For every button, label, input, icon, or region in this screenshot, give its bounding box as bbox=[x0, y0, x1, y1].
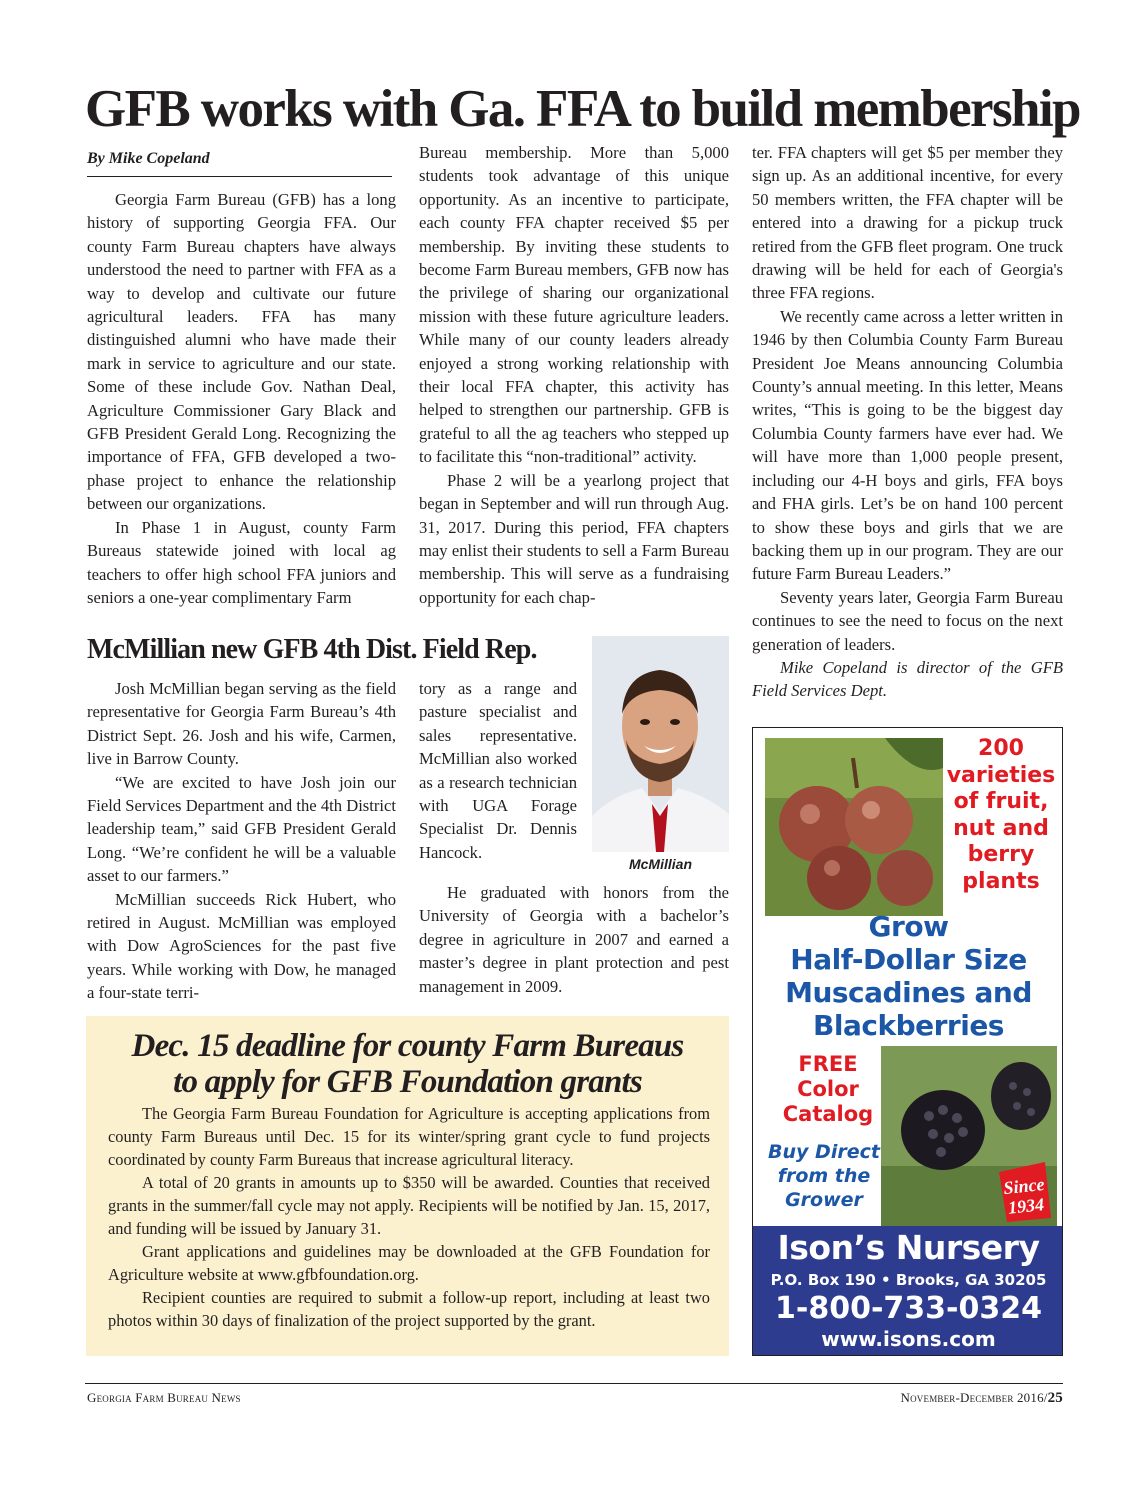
grants-title bbox=[86, 1028, 729, 1100]
paragraph: McMillian succeeds Rick Hubert, who retired in August. McMillian was employed with Dow AgroSciences for the past five years. While working with Dow, he managed a four-state terri- bbox=[87, 889, 396, 1003]
footer-issue: November-December 2016/ bbox=[900, 1390, 1048, 1405]
grants-title-line-1: Dec. 15 deadline for county Farm Bureaus bbox=[131, 1028, 684, 1064]
article-column-2 bbox=[419, 141, 729, 609]
nursery-website: www.isons.com bbox=[821, 1327, 996, 1351]
ad-line: Catalog bbox=[782, 1102, 874, 1126]
nursery-name: Ison’s Nursery bbox=[777, 1228, 1040, 1267]
ad-line: 1934 bbox=[1007, 1194, 1045, 1218]
muscadine-photo bbox=[765, 738, 943, 916]
photo-caption: McMillian bbox=[628, 856, 692, 872]
varieties-text bbox=[941, 736, 1061, 895]
ad-line: varieties bbox=[946, 762, 1056, 788]
ad-line: nut and bbox=[953, 815, 1049, 841]
paragraph: “We are excited to have Josh join our Field Services Department and the 4th District leadership team,” said GFB President Gerald Long. “We’re confident he will be a valuable asset to our farmers.” bbox=[87, 772, 396, 886]
ad-line: of fruit, bbox=[953, 789, 1049, 814]
portrait-photo bbox=[592, 636, 729, 852]
rep-column-2a bbox=[419, 677, 577, 864]
paragraph: Grant applications and guidelines may be downloaded at the GFB Foundation for Agriculture website at www.gfbfoundation.org. bbox=[108, 1242, 710, 1284]
paragraph: Bureau membership. More than 5,000 students took advantage of this unique opportunity. As an incentive to participate, each county FFA chapter received $5 per membership. By inviting these students to become Farm Bureau members, GFB now has the privilege of sharing our organizational mission with these future agriculture leaders. While many of our county leaders already enjoyed a strong working relationship with their local FFA chapter, this activity has helped to strengthen our partnership. GFB is grateful to all the ag teachers who stepped up to facilitate this “non-traditional” activity. bbox=[419, 143, 729, 467]
nursery-ad bbox=[752, 727, 1063, 1356]
paragraph: We recently came across a letter written in 1946 by then Columbia County Farm Bureau President Joe Means announcing Columbia County’s annual meeting. In this letter, Means writes, “This is going to be the biggest day Columbia County farmers have ever had. We will have more than 1,000 people present, including our 4-H boys and girls, FFA boys and FHA girls. Let’s be on hand 100 percent to show these boys and girls that we are backing them up in our program. They are our future Farm Bureau Leaders.” bbox=[752, 306, 1063, 584]
direct-text bbox=[759, 1140, 889, 1212]
ad-line: Muscadines and bbox=[785, 976, 1032, 1009]
ad-line: Grow bbox=[868, 910, 949, 943]
since-badge bbox=[991, 1173, 1059, 1219]
paragraph: Seventy years later, Georgia Farm Bureau continues to see the need to focus on the next generation of leaders. bbox=[752, 587, 1063, 654]
ad-line: Grower bbox=[785, 1189, 863, 1211]
rep-headline: McMillian new GFB 4th Dist. Field Rep. bbox=[87, 634, 537, 665]
nursery-address: P.O. Box 190 • Brooks, GA 30205 bbox=[770, 1271, 1047, 1289]
grants-text bbox=[108, 1102, 710, 1332]
nursery-phone: 1-800-733-0324 bbox=[775, 1291, 1042, 1326]
ad-line: FREE bbox=[798, 1052, 858, 1076]
paragraph: The Georgia Farm Bureau Foundation for Agriculture is accepting applications from county Farm Bureaus until Dec. 15 for its winter/spring grant cycle to fund projects coordinated by county Farm Bureaus that increase agricultural literacy. bbox=[108, 1104, 710, 1169]
article-headline: GFB works with Ga. FFA to build membership bbox=[85, 80, 1080, 138]
footer-date bbox=[901, 1390, 1063, 1407]
rep-column-2b bbox=[419, 881, 729, 998]
paragraph: In Phase 1 in August, county Farm Bureaus statewide joined with local ag teachers to offer high school FFA juniors and seniors a one-year complimentary Farm bbox=[87, 517, 396, 607]
ad-line: Color bbox=[797, 1077, 859, 1101]
paragraph: Josh McMillian began serving as the field representative for Georgia Farm Bureau’s 4th District Sept. 26. Josh and his wife, Carmen, live in Barrow County. bbox=[87, 679, 396, 769]
paragraph: Georgia Farm Bureau (GFB) has a long history of supporting Georgia FFA. Our county Farm Bureau chapters have always understood the need to partner with FFA as a way to develop and cultivate our future agricultural leaders. FFA has many distinguished alumni who have made their mark in service to agriculture and our state. Some of these include Gov. Nathan Deal, Agriculture Commissioner Gary Black and GFB President Gerald Long. Recognizing the importance of FFA, GFB developed a two-phase project to enhance the relationship between our organizations. bbox=[87, 190, 396, 514]
paragraph: Recipient counties are required to submit a follow-up report, including at least two photos within 30 days of finalization of the project supported by the grant. bbox=[108, 1288, 710, 1330]
paragraph: A total of 20 grants in amounts up to $350 will be awarded. Counties that received grants in the summer/fall cycle may not apply. Recipients will be notified by Jan. 15, 2017, and funding will be issued by January 31. bbox=[108, 1173, 710, 1238]
page-number: 25 bbox=[1047, 1390, 1063, 1406]
footer-publication: Georgia Farm Bureau News bbox=[87, 1390, 241, 1405]
catalog-text bbox=[773, 1052, 883, 1127]
paragraph: tory as a range and pasture specialist and sales representative. McMillian also worked as a research technician with UGA Forage Specialist Dr. Dennis Hancock. bbox=[419, 679, 577, 862]
byline: By Mike Copeland bbox=[87, 150, 210, 167]
paragraph: He graduated with honors from the University of Georgia with a bachelor’s degree in agriculture in 2007 and earned a master’s degree in plant protection and pest management in 2009. bbox=[419, 883, 729, 996]
grants-title-line-2: to apply for GFB Foundation grants bbox=[173, 1064, 642, 1100]
article-column-1 bbox=[87, 188, 396, 609]
footer-rule bbox=[85, 1383, 1063, 1384]
author-note: Mike Copeland is director of the GFB Field Services Dept. bbox=[752, 657, 1063, 701]
ad-line: Blackberries bbox=[813, 1009, 1004, 1042]
paragraph: ter. FFA chapters will get $5 per member they sign up. As an additional incentive, for every 50 members written, the FFA chapter will be entered into a drawing for a pickup truck retired from the GFB fleet program. One truck drawing will be held for each of Georgia's three FFA regions. bbox=[752, 143, 1063, 303]
rep-column-1 bbox=[87, 677, 396, 1005]
article-column-3 bbox=[752, 141, 1063, 703]
paragraph: Phase 2 will be a yearlong project that began in September and will run through Aug. 31, 2017. During this period, FFA chapters may enlist their students to sell a Farm Bureau membership. This will serve as a fundraising opportunity for each chap- bbox=[419, 470, 729, 607]
ad-line: plants bbox=[962, 868, 1040, 894]
ad-line: from the bbox=[777, 1165, 871, 1187]
ad-line: berry bbox=[967, 842, 1035, 867]
grow-text bbox=[753, 910, 1063, 1042]
ad-line: 200 bbox=[978, 736, 1024, 761]
ad-line: Buy Direct bbox=[768, 1141, 880, 1163]
byline-rule bbox=[87, 176, 392, 177]
ad-line: Half-Dollar Size bbox=[790, 943, 1027, 976]
ad-line: Since bbox=[1002, 1173, 1046, 1199]
